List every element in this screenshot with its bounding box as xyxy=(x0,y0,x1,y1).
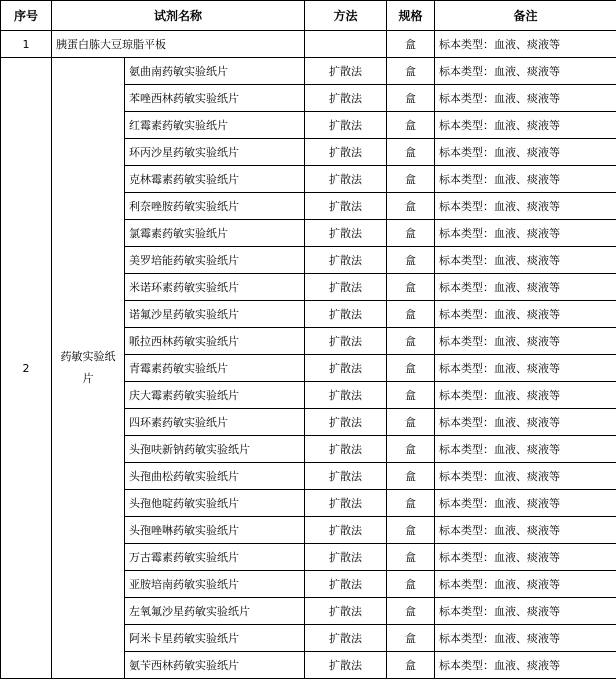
row-name: 头孢唑啉药敏实验纸片 xyxy=(125,517,305,544)
row-method: 扩散法 xyxy=(305,436,387,463)
row-spec: 盒 xyxy=(387,139,435,166)
row-remark: 标本类型：血液、痰液等 xyxy=(435,544,616,571)
row-spec: 盒 xyxy=(387,58,435,85)
row-name: 氨苄西林药敏实验纸片 xyxy=(125,652,305,679)
row-method: 扩散法 xyxy=(305,301,387,328)
row-remark: 标本类型：血液、痰液等 xyxy=(435,58,616,85)
header-spec: 规格 xyxy=(387,1,435,31)
row-spec: 盒 xyxy=(387,625,435,652)
row-spec: 盒 xyxy=(387,598,435,625)
row-spec: 盒 xyxy=(387,31,435,58)
row-name: 头孢呋新钠药敏实验纸片 xyxy=(125,436,305,463)
row-spec: 盒 xyxy=(387,247,435,274)
row-remark: 标本类型：血液、痰液等 xyxy=(435,220,616,247)
header-method: 方法 xyxy=(305,1,387,31)
row-name: 米诺环素药敏实验纸片 xyxy=(125,274,305,301)
row-remark: 标本类型：血液、痰液等 xyxy=(435,490,616,517)
row-method: 扩散法 xyxy=(305,247,387,274)
row-remark: 标本类型：血液、痰液等 xyxy=(435,517,616,544)
row-method xyxy=(305,31,387,58)
row-method: 扩散法 xyxy=(305,193,387,220)
row-name: 氨曲南药敏实验纸片 xyxy=(125,58,305,85)
row-name: 红霉素药敏实验纸片 xyxy=(125,112,305,139)
row-spec: 盒 xyxy=(387,301,435,328)
row-name: 亚胺培南药敏实验纸片 xyxy=(125,571,305,598)
row-remark: 标本类型：血液、痰液等 xyxy=(435,355,616,382)
row-name: 万古霉素药敏实验纸片 xyxy=(125,544,305,571)
group-index: 2 xyxy=(1,58,52,679)
row-remark: 标本类型：血液、痰液等 xyxy=(435,112,616,139)
row-name: 诺氟沙星药敏实验纸片 xyxy=(125,301,305,328)
row-spec: 盒 xyxy=(387,490,435,517)
row-method: 扩散法 xyxy=(305,409,387,436)
row-remark: 标本类型：血液、痰液等 xyxy=(435,328,616,355)
row-method: 扩散法 xyxy=(305,625,387,652)
row-name: 环丙沙星药敏实验纸片 xyxy=(125,139,305,166)
row-method: 扩散法 xyxy=(305,490,387,517)
row-spec: 盒 xyxy=(387,517,435,544)
row-method: 扩散法 xyxy=(305,328,387,355)
row-name: 左氧氟沙星药敏实验纸片 xyxy=(125,598,305,625)
row-spec: 盒 xyxy=(387,355,435,382)
row-name: 青霉素药敏实验纸片 xyxy=(125,355,305,382)
row-spec: 盒 xyxy=(387,571,435,598)
row-name: 美罗培能药敏实验纸片 xyxy=(125,247,305,274)
row-name: 哌拉西林药敏实验纸片 xyxy=(125,328,305,355)
row-method: 扩散法 xyxy=(305,220,387,247)
row-name: 头孢他啶药敏实验纸片 xyxy=(125,490,305,517)
row-name: 头孢曲松药敏实验纸片 xyxy=(125,463,305,490)
header-remark: 备注 xyxy=(435,1,616,31)
row-spec: 盒 xyxy=(387,652,435,679)
row-spec: 盒 xyxy=(387,112,435,139)
row-spec: 盒 xyxy=(387,436,435,463)
row-method: 扩散法 xyxy=(305,355,387,382)
row-method: 扩散法 xyxy=(305,166,387,193)
row-spec: 盒 xyxy=(387,328,435,355)
row-spec: 盒 xyxy=(387,166,435,193)
row-spec: 盒 xyxy=(387,85,435,112)
row-method: 扩散法 xyxy=(305,598,387,625)
row-spec: 盒 xyxy=(387,409,435,436)
row-spec: 盒 xyxy=(387,463,435,490)
row-name: 氯霉素药敏实验纸片 xyxy=(125,220,305,247)
row-method: 扩散法 xyxy=(305,139,387,166)
row-remark: 标本类型：血液、痰液等 xyxy=(435,625,616,652)
header-row xyxy=(1,1,616,31)
row-remark: 标本类型：血液、痰液等 xyxy=(435,247,616,274)
row-spec: 盒 xyxy=(387,274,435,301)
header-index: 序号 xyxy=(1,1,52,31)
row-remark: 标本类型：血液、痰液等 xyxy=(435,436,616,463)
row-spec: 盒 xyxy=(387,193,435,220)
row-remark: 标本类型：血液、痰液等 xyxy=(435,463,616,490)
row-remark: 标本类型：血液、痰液等 xyxy=(435,166,616,193)
table-row xyxy=(1,58,616,85)
row-method: 扩散法 xyxy=(305,85,387,112)
row-method: 扩散法 xyxy=(305,571,387,598)
row-remark: 标本类型：血液、痰液等 xyxy=(435,301,616,328)
row-method: 扩散法 xyxy=(305,112,387,139)
row-name: 克林霉素药敏实验纸片 xyxy=(125,166,305,193)
row-remark: 标本类型：血液、痰液等 xyxy=(435,139,616,166)
row-remark: 标本类型：血液、痰液等 xyxy=(435,409,616,436)
group-category: 药敏实验纸片 xyxy=(52,58,125,679)
row-remark: 标本类型：血液、痰液等 xyxy=(435,598,616,625)
header-name: 试剂名称 xyxy=(52,1,305,31)
row-method: 扩散法 xyxy=(305,382,387,409)
row-method: 扩散法 xyxy=(305,463,387,490)
row-name: 利奈唑胺药敏实验纸片 xyxy=(125,193,305,220)
row-name: 阿米卡星药敏实验纸片 xyxy=(125,625,305,652)
table-body xyxy=(1,31,616,679)
row-name: 四环素药敏实验纸片 xyxy=(125,409,305,436)
row-remark: 标本类型：血液、痰液等 xyxy=(435,85,616,112)
row-method: 扩散法 xyxy=(305,58,387,85)
row-remark: 标本类型：血液、痰液等 xyxy=(435,571,616,598)
row-method: 扩散法 xyxy=(305,274,387,301)
row-remark: 标本类型：血液、痰液等 xyxy=(435,382,616,409)
row-spec: 盒 xyxy=(387,382,435,409)
row-method: 扩散法 xyxy=(305,517,387,544)
row-name: 庆大霉素药敏实验纸片 xyxy=(125,382,305,409)
row-spec: 盒 xyxy=(387,220,435,247)
row-index: 1 xyxy=(1,31,52,58)
row-method: 扩散法 xyxy=(305,544,387,571)
row-remark: 标本类型：血液、痰液等 xyxy=(435,652,616,679)
table-row xyxy=(1,31,616,58)
row-name: 胰蛋白胨大豆琼脂平板 xyxy=(52,31,305,58)
row-remark: 标本类型：血液、痰液等 xyxy=(435,193,616,220)
row-spec: 盒 xyxy=(387,544,435,571)
row-method: 扩散法 xyxy=(305,652,387,679)
row-remark: 标本类型：血液、痰液等 xyxy=(435,31,616,58)
row-remark: 标本类型：血液、痰液等 xyxy=(435,274,616,301)
row-name: 苯唑西林药敏实验纸片 xyxy=(125,85,305,112)
